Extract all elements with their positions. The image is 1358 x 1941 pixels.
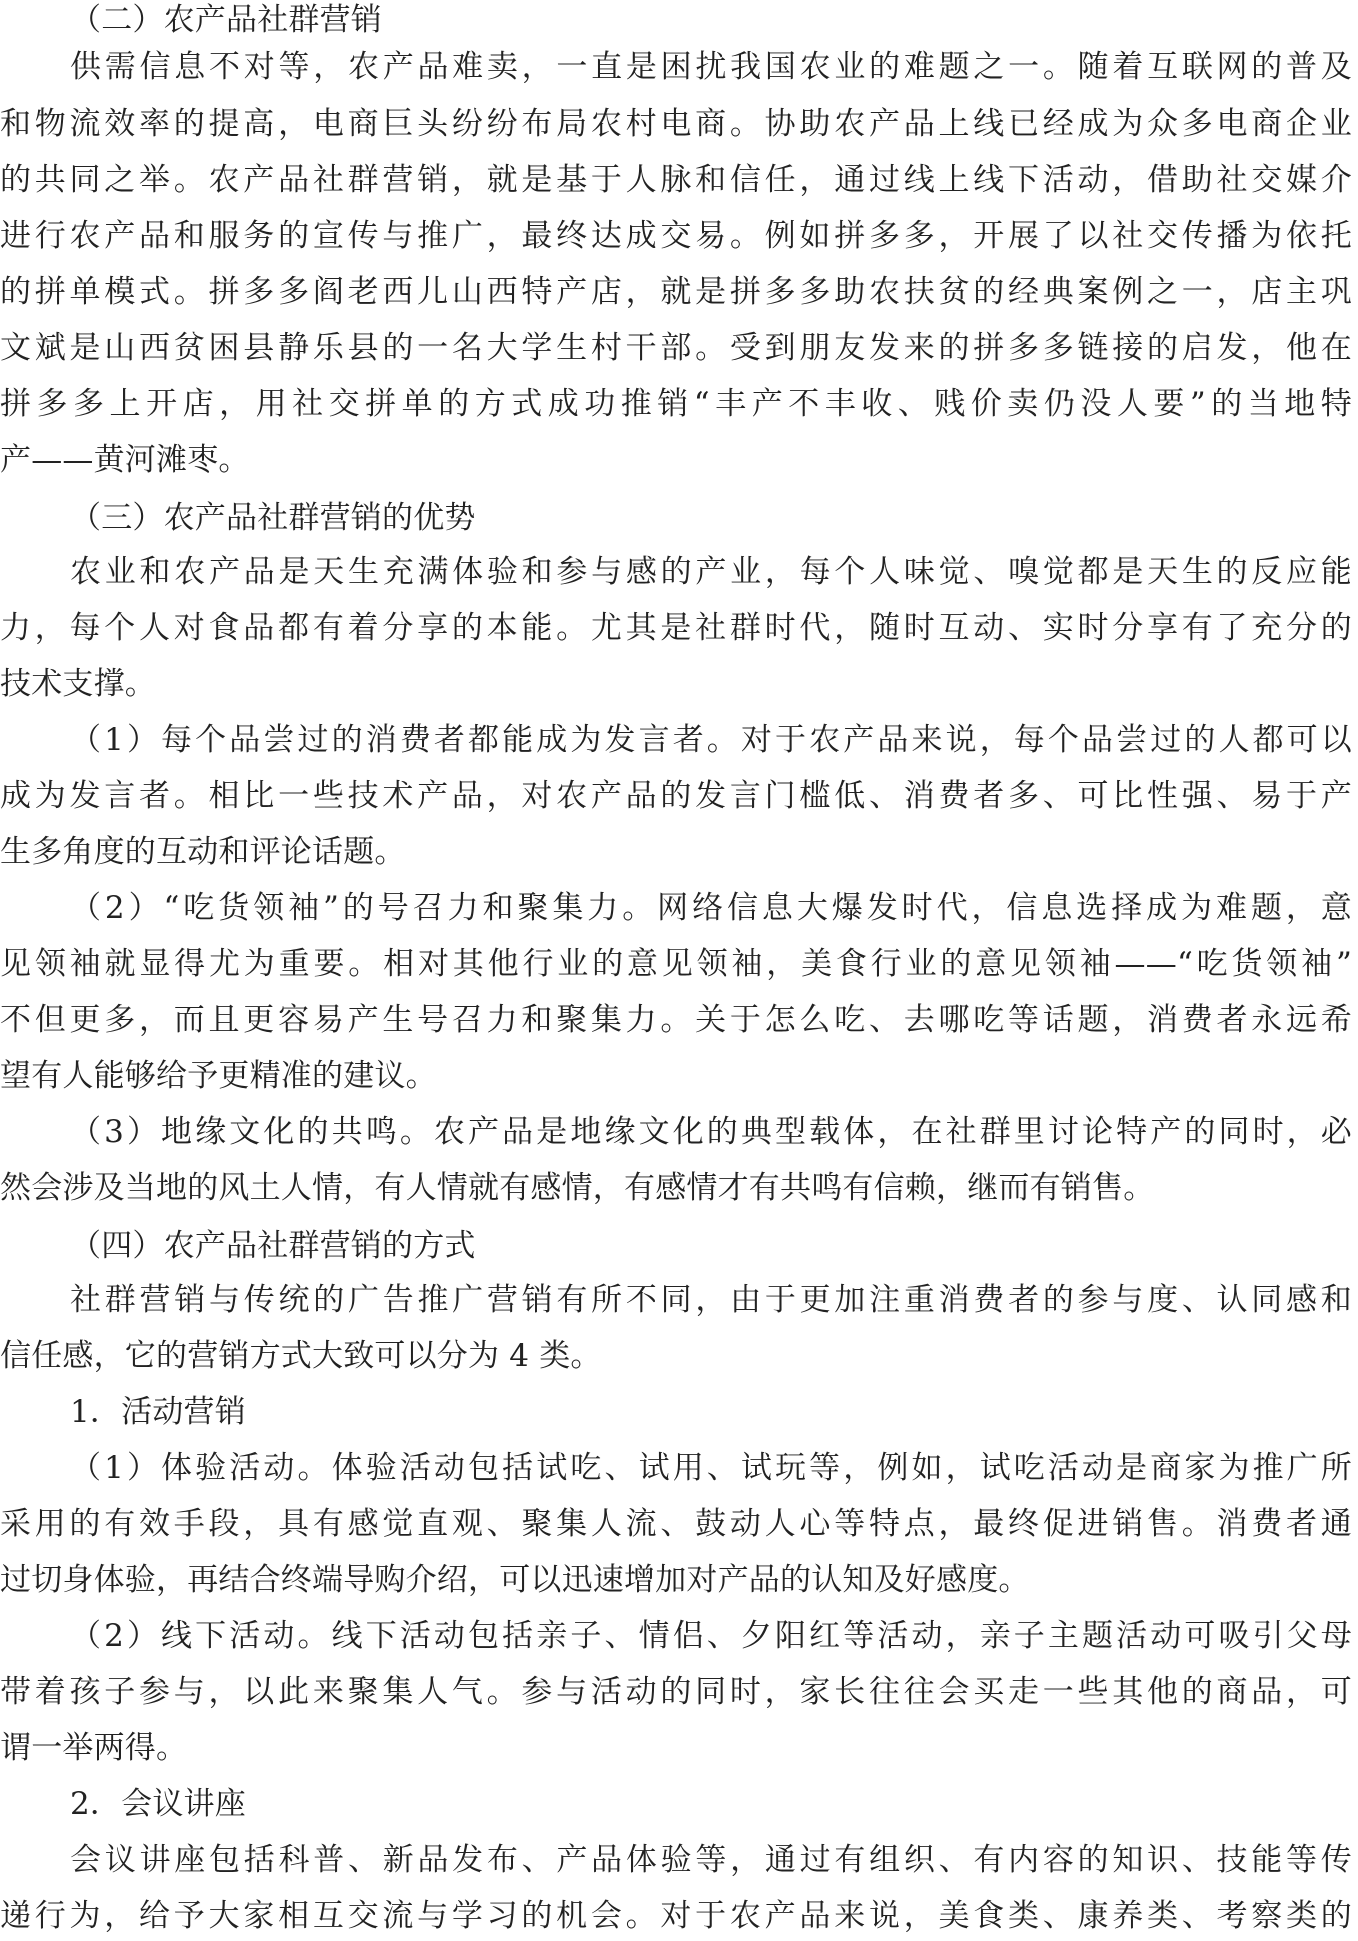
paragraph-line: 农业和农产品是天生充满体验和参与感的产业，每个人味觉、嗅觉都是天生的反应能 <box>70 554 1352 590</box>
paragraph-line-end: 过切身体验，再结合终端导购介绍，可以迅速增加对产品的认知及好感度。 <box>0 1562 1030 1598</box>
paragraph-line-end: 生多角度的互动和评论话题。 <box>0 834 406 870</box>
subheading-meeting-lectures: 2．会议讲座 <box>70 1786 246 1822</box>
paragraph-line: （1）体验活动。体验活动包括试吃、试用、试玩等，例如，试吃活动是商家为推广所 <box>70 1450 1352 1486</box>
paragraph-line: 不但更多，而且更容易产生号召力和聚集力。关于怎么吃、去哪吃等话题，消费者永远希 <box>0 1002 1352 1038</box>
section-heading-2: （二）农产品社群营销 <box>70 2 382 38</box>
paragraph-line-end: 技术支撑。 <box>0 666 156 702</box>
section-heading-3: （三）农产品社群营销的优势 <box>70 500 476 536</box>
paragraph-line: 见领袖就显得尤为重要。相对其他行业的意见领袖，美食行业的意见领袖——“吃货领袖” <box>0 946 1352 982</box>
paragraph-line: 拼多多上开店，用社交拼单的方式成功推销“丰产不丰收、贱价卖仍没人要”的当地特 <box>0 386 1352 422</box>
paragraph-line: （1）每个品尝过的消费者都能成为发言者。对于农产品来说，每个品尝过的人都可以 <box>70 722 1352 758</box>
paragraph-line: 递行为，给予大家相互交流与学习的机会。对于农产品来说，美食类、康养类、考察类的 <box>0 1898 1352 1934</box>
paragraph-line: 的共同之举。农产品社群营销，就是基于人脉和信任，通过线上线下活动，借助社交媒介 <box>0 162 1352 198</box>
paragraph-line: 成为发言者。相比一些技术产品，对农产品的发言门槛低、消费者多、可比性强、易于产 <box>0 778 1352 814</box>
subheading-activity-marketing: 1．活动营销 <box>70 1394 246 1430</box>
paragraph-line: 会议讲座包括科普、新品发布、产品体验等，通过有组织、有内容的知识、技能等传 <box>70 1842 1352 1878</box>
paragraph-line: （2）“吃货领袖”的号召力和聚集力。网络信息大爆发时代，信息选择成为难题，意 <box>70 890 1352 926</box>
paragraph-line: 带着孩子参与，以此来聚集人气。参与活动的同时，家长往往会买走一些其他的商品，可 <box>0 1674 1352 1710</box>
paragraph-line: 的拼单模式。拼多多阎老西儿山西特产店，就是拼多多助农扶贫的经典案例之一，店主巩 <box>0 274 1352 310</box>
paragraph-line: （2）线下活动。线下活动包括亲子、情侣、夕阳红等活动，亲子主题活动可吸引父母 <box>70 1618 1352 1654</box>
paragraph-line: 供需信息不对等，农产品难卖，一直是困扰我国农业的难题之一。随着互联网的普及 <box>70 49 1352 85</box>
paragraph-line: 采用的有效手段，具有感觉直观、聚集人流、鼓动人心等特点，最终促进销售。消费者通 <box>0 1506 1352 1542</box>
section-heading-4: （四）农产品社群营销的方式 <box>70 1228 476 1264</box>
paragraph-line-end: 产——黄河滩枣。 <box>0 442 250 478</box>
paragraph-line-end: 谓一举两得。 <box>0 1730 188 1766</box>
paragraph-line: 力，每个人对食品都有着分享的本能。尤其是社群时代，随时互动、实时分享有了充分的 <box>0 610 1352 646</box>
paragraph-line-end: 信任感，它的营销方式大致可以分为 4 类。 <box>0 1338 602 1374</box>
paragraph-line: 进行农产品和服务的宣传与推广，最终达成交易。例如拼多多，开展了以社交传播为依托 <box>0 218 1352 254</box>
paragraph-line: 和物流效率的提高，电商巨头纷纷布局农村电商。协助农产品上线已经成为众多电商企业 <box>0 106 1352 142</box>
paragraph-line: 文斌是山西贫困县静乐县的一名大学生村干部。受到朋友发来的拼多多链接的启发，他在 <box>0 330 1352 366</box>
paragraph-line: 社群营销与传统的广告推广营销有所不同，由于更加注重消费者的参与度、认同感和 <box>70 1282 1352 1318</box>
paragraph-line: （3）地缘文化的共鸣。农产品是地缘文化的典型载体，在社群里讨论特产的同时，必 <box>70 1114 1352 1150</box>
paragraph-line-end: 然会涉及当地的风土人情，有人情就有感情，有感情才有共鸣有信赖，继而有销售。 <box>0 1170 1155 1206</box>
paragraph-line-end: 望有人能够给予更精准的建议。 <box>0 1058 437 1094</box>
